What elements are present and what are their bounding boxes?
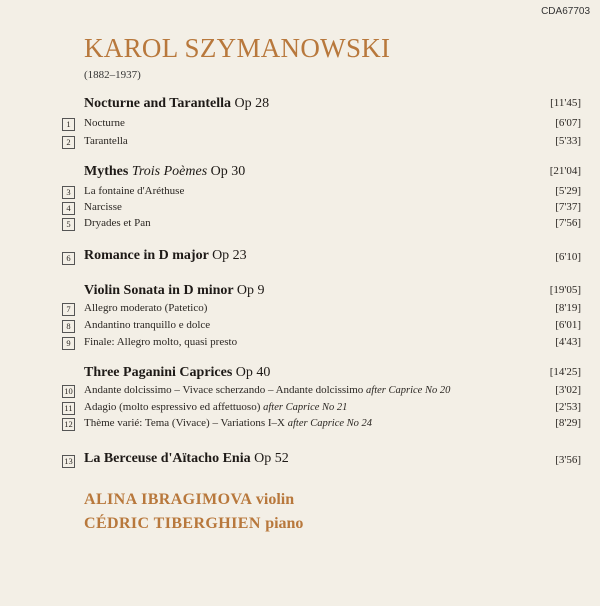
- track-duration: [6'07]: [555, 117, 581, 129]
- track-note: after Caprice No 21: [263, 402, 348, 413]
- track-row[interactable]: [62, 116, 581, 134]
- track-number: 13: [62, 455, 75, 468]
- track-row[interactable]: [62, 416, 581, 434]
- performer-piano: CÉDRIC TIBERGHIEN piano: [84, 515, 304, 532]
- work-title: La Berceuse d'Aïtacho Enia Op 52: [84, 451, 289, 466]
- work-heading: [62, 164, 581, 182]
- track-duration: [8'29]: [555, 417, 581, 429]
- track-row[interactable]: [62, 318, 581, 336]
- catalog-number: CDA67703: [541, 6, 590, 17]
- track-duration: [2'53]: [555, 401, 581, 413]
- track-title: Dryades et Pan: [84, 217, 151, 229]
- track-number: 7: [62, 303, 75, 316]
- work-duration: [21'04]: [549, 165, 581, 177]
- track-title: Thème varié: Tema (Vivace) – Variations I–X after Caprice No 24: [84, 417, 373, 429]
- work-title: Nocturne and Tarantella Op 28: [84, 96, 270, 111]
- track-duration: [7'56]: [555, 217, 581, 229]
- work-title: Mythes Trois Poèmes Op 30: [84, 164, 246, 179]
- track-row[interactable]: [62, 134, 581, 152]
- work-heading: [62, 365, 581, 383]
- track-title: Finale: Allegro molto, quasi presto: [84, 336, 238, 348]
- track-duration: [5'33]: [555, 135, 581, 147]
- track-duration: [3'02]: [555, 384, 581, 396]
- track-title: Andantino tranquillo e dolce: [84, 319, 211, 331]
- track-number: 2: [62, 136, 75, 149]
- track-title: Allegro moderato (Patetico): [84, 302, 208, 314]
- work-duration: [6'10]: [555, 251, 581, 263]
- performer-violin: ALINA IBRAGIMOVA violin: [84, 491, 295, 508]
- track-row[interactable]: [62, 301, 581, 319]
- work-duration: [3'56]: [555, 454, 581, 466]
- track-number: 9: [62, 337, 75, 350]
- track-duration: [5'29]: [555, 185, 581, 197]
- track-number: 11: [62, 402, 75, 415]
- track-row[interactable]: [62, 216, 581, 234]
- track-number: 10: [62, 385, 75, 398]
- track-title: Adagio (molto espressivo ed affettuoso) after Caprice No 21: [84, 401, 348, 413]
- track-duration: [7'37]: [555, 201, 581, 213]
- track-number: 4: [62, 202, 75, 215]
- work-duration: [19'05]: [549, 284, 581, 296]
- work-title: Violin Sonata in D minor Op 9: [84, 283, 265, 298]
- track-number: 3: [62, 186, 75, 199]
- track-row[interactable]: [62, 383, 581, 401]
- composer-name: KAROL SZYMANOWSKI: [84, 33, 391, 63]
- track-duration: [8'19]: [555, 302, 581, 314]
- track-duration: [4'43]: [555, 336, 581, 348]
- track-row[interactable]: [62, 451, 581, 469]
- track-number: 8: [62, 320, 75, 333]
- work-heading: [62, 283, 581, 301]
- track-title: La fontaine d'Aréthuse: [84, 185, 185, 197]
- work-title: Romance in D major Op 23: [84, 248, 247, 263]
- track-row[interactable]: [62, 335, 581, 353]
- composer-dates: (1882–1937): [84, 69, 141, 81]
- track-title: Nocturne: [84, 117, 125, 129]
- track-row[interactable]: [62, 248, 581, 266]
- track-duration: [6'01]: [555, 319, 581, 331]
- work-heading: [62, 96, 581, 114]
- track-note: after Caprice No 24: [287, 418, 373, 429]
- work-duration: [11'45]: [550, 97, 581, 109]
- track-title: Narcisse: [84, 201, 122, 213]
- track-title: Tarantella: [84, 135, 128, 147]
- track-title: Andante dolcissimo – Vivace scherzando – Andante dolcissimo after Caprice No 20: [84, 384, 451, 396]
- work-title: Three Paganini Caprices Op 40: [84, 365, 271, 380]
- track-note: after Caprice No 20: [366, 385, 451, 396]
- work-duration: [14'25]: [549, 366, 581, 378]
- track-number: 12: [62, 418, 75, 431]
- track-number: 5: [62, 218, 75, 231]
- track-number: 1: [62, 118, 75, 131]
- track-number: 6: [62, 252, 75, 265]
